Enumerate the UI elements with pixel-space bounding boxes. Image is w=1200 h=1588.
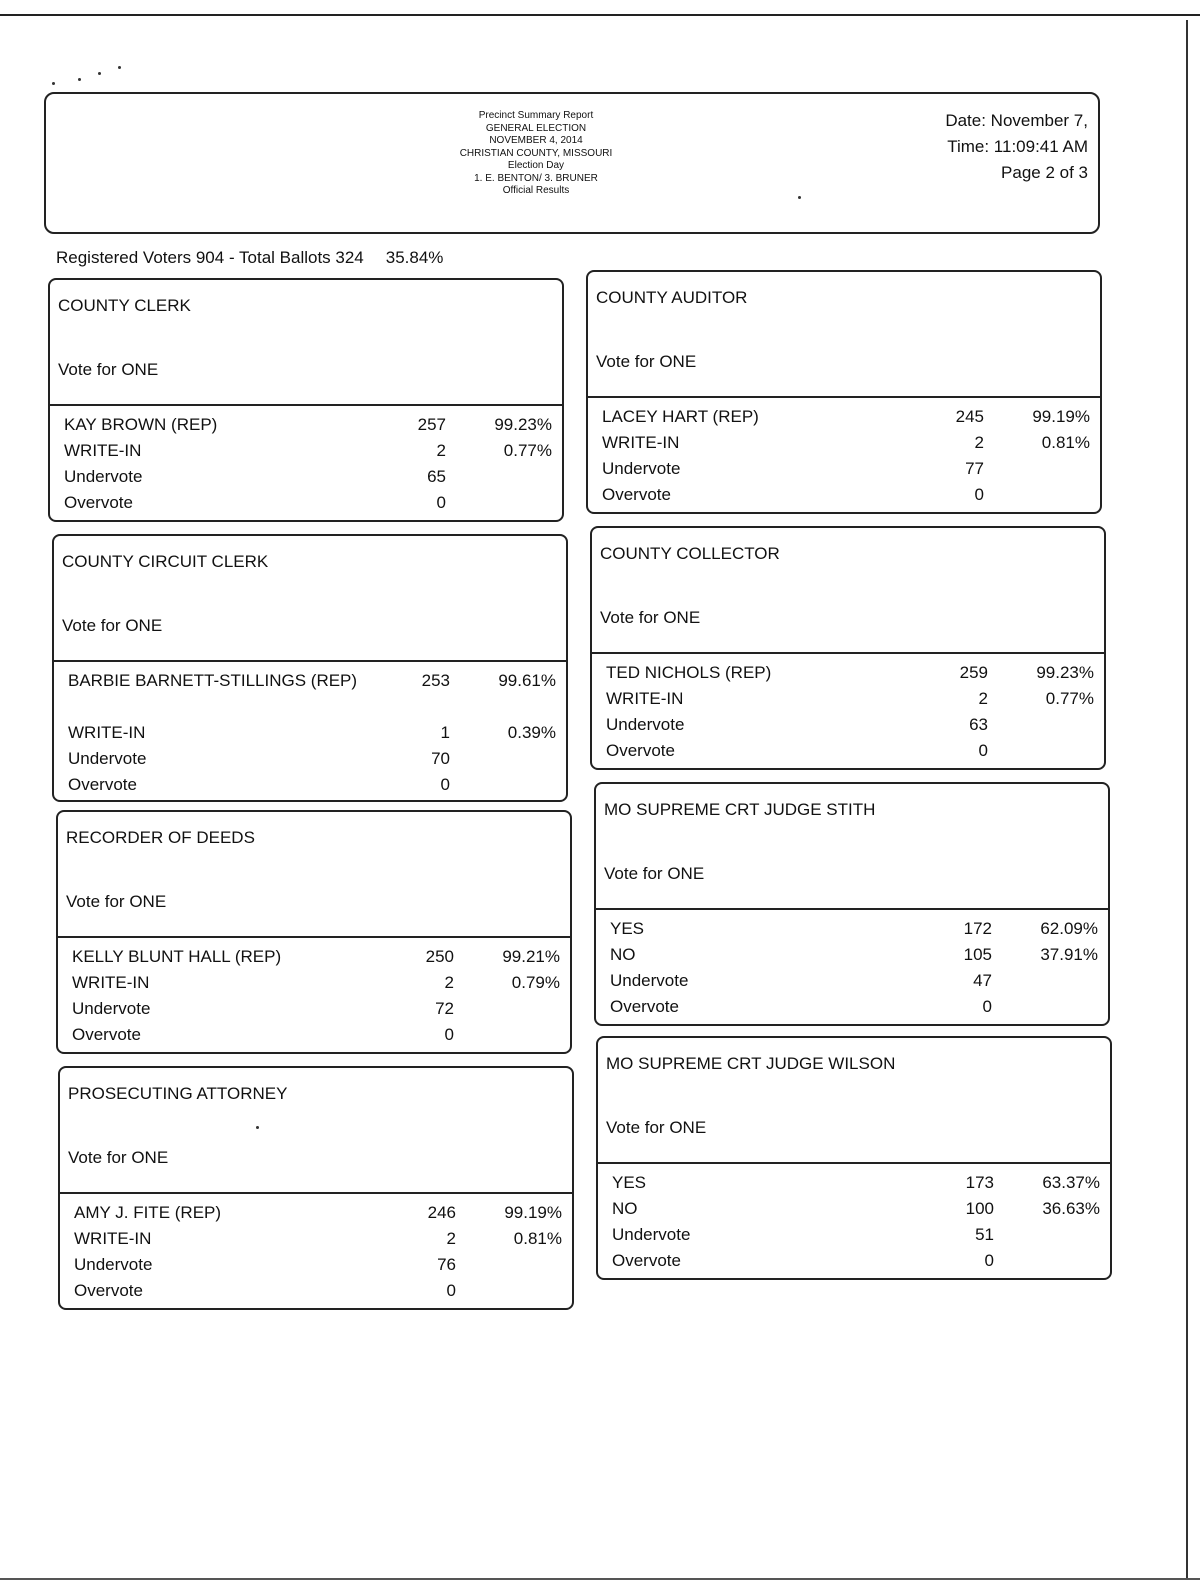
choice-row xyxy=(64,412,552,438)
choice-list xyxy=(64,412,552,516)
race-box-judge-stith xyxy=(594,782,1110,1026)
race-title: RECORDER OF DEEDS xyxy=(66,828,255,847)
choice-percent: 0.81% xyxy=(513,1229,562,1248)
choice-name: YES xyxy=(610,919,645,938)
choice-percent: 0.77% xyxy=(503,441,552,460)
choice-votes: 0 xyxy=(436,493,446,512)
choice-percent: 99.19% xyxy=(1032,407,1090,426)
choice-votes: 0 xyxy=(440,775,450,794)
choice-row xyxy=(74,1278,562,1304)
choice-votes: 65 xyxy=(427,467,446,486)
choice-row xyxy=(74,1226,562,1252)
election-day-label: Election Day xyxy=(507,160,565,171)
choice-name: Undervote xyxy=(602,459,681,478)
choice-row xyxy=(72,1022,560,1048)
vote-for-label: Vote for ONE xyxy=(606,1118,707,1137)
report-time: Time: 11:09:41 AM xyxy=(947,137,1088,156)
choice-name: Undervote xyxy=(72,999,151,1018)
choice-name: TED NICHOLS (REP) xyxy=(606,663,772,682)
race-divider xyxy=(50,404,562,406)
registered-voters-text: Registered Voters 904 - Total Ballots 324 xyxy=(56,248,364,267)
race-title: COUNTY COLLECTOR xyxy=(600,544,780,563)
choice-row xyxy=(602,482,1090,508)
choice-votes: 172 xyxy=(963,919,992,938)
choice-row xyxy=(606,712,1094,738)
race-title: COUNTY CLERK xyxy=(58,296,191,315)
choice-row xyxy=(68,772,556,798)
choice-row xyxy=(610,916,1098,942)
choice-name: Overvote xyxy=(64,493,133,512)
choice-percent: 99.23% xyxy=(1036,663,1094,682)
choice-name: KAY BROWN (REP) xyxy=(64,415,218,434)
report-header xyxy=(44,92,1100,234)
choice-votes: 0 xyxy=(974,485,984,504)
choice-name: Undervote xyxy=(68,749,147,768)
race-title: PROSECUTING ATTORNEY xyxy=(68,1084,288,1103)
race-title: MO SUPREME CRT JUDGE WILSON xyxy=(606,1054,896,1073)
race-box-county-circuit-clerk xyxy=(52,534,568,802)
choice-name: AMY J. FITE (REP) xyxy=(74,1203,222,1222)
report-meta xyxy=(945,108,1088,186)
choice-votes: 76 xyxy=(437,1255,456,1274)
race-box-county-auditor xyxy=(586,270,1102,514)
report-title-block xyxy=(386,110,686,198)
choice-row xyxy=(610,994,1098,1020)
county-name: CHRISTIAN COUNTY, MISSOURI xyxy=(459,147,613,159)
race-box-county-collector xyxy=(590,526,1106,770)
vote-for-label: Vote for ONE xyxy=(66,892,167,911)
choice-list xyxy=(602,404,1090,508)
election-name: GENERAL ELECTION xyxy=(485,122,587,134)
choice-votes: 0 xyxy=(984,1251,994,1270)
scan-edge-top xyxy=(0,14,1200,16)
scan-speck xyxy=(78,78,81,81)
choice-row xyxy=(610,942,1098,968)
election-date: NOVEMBER 4, 2014 xyxy=(489,135,583,146)
choice-votes: 0 xyxy=(446,1281,456,1300)
choice-name: WRITE-IN xyxy=(68,723,146,742)
page-number: Page 2 of 3 xyxy=(1001,163,1088,182)
vote-for-label: Vote for ONE xyxy=(604,864,705,883)
choice-name: NO xyxy=(612,1199,638,1218)
choice-list xyxy=(68,668,556,798)
choice-row xyxy=(68,668,556,720)
choice-votes: 2 xyxy=(974,433,984,452)
choice-row xyxy=(74,1252,562,1278)
choice-votes: 51 xyxy=(975,1225,994,1244)
choice-row xyxy=(68,720,556,746)
race-divider xyxy=(598,1162,1110,1164)
choice-votes: 2 xyxy=(446,1229,456,1248)
choice-name: NO xyxy=(610,945,636,964)
choice-list xyxy=(74,1200,562,1304)
turnout-percent: 35.84% xyxy=(385,248,444,267)
choice-percent: 62.09% xyxy=(1040,919,1098,938)
race-divider xyxy=(588,396,1100,398)
choice-list xyxy=(72,944,560,1048)
race-divider xyxy=(596,908,1108,910)
choice-percent: 99.21% xyxy=(502,947,560,966)
choice-name: WRITE-IN xyxy=(64,441,142,460)
choice-list xyxy=(606,660,1094,764)
choice-votes: 2 xyxy=(444,973,454,992)
race-divider xyxy=(60,1192,572,1194)
choice-name: Undervote xyxy=(606,715,685,734)
choice-votes: 63 xyxy=(969,715,988,734)
choice-votes: 105 xyxy=(963,945,992,964)
scan-edge-bottom xyxy=(0,1578,1200,1580)
choice-row xyxy=(64,490,552,516)
choice-votes: 259 xyxy=(959,663,988,682)
choice-name: Overvote xyxy=(610,997,679,1016)
scan-speck xyxy=(118,66,121,69)
choice-row xyxy=(602,430,1090,456)
choice-name: BARBIE BARNETT-STILLINGS (REP) xyxy=(68,671,358,690)
choice-percent: 99.19% xyxy=(504,1203,562,1222)
choice-name: Overvote xyxy=(68,775,137,794)
choice-name: WRITE-IN xyxy=(74,1229,152,1248)
vote-for-label: Vote for ONE xyxy=(62,616,163,635)
choice-row xyxy=(606,686,1094,712)
race-box-county-clerk xyxy=(48,278,564,522)
choice-name: KELLY BLUNT HALL (REP) xyxy=(72,947,282,966)
choice-votes: 250 xyxy=(425,947,454,966)
scan-speck xyxy=(52,82,55,85)
race-title: COUNTY AUDITOR xyxy=(596,288,748,307)
choice-name: Overvote xyxy=(602,485,671,504)
choice-percent: 0.77% xyxy=(1045,689,1094,708)
choice-name: WRITE-IN xyxy=(72,973,150,992)
choice-votes: 0 xyxy=(978,741,988,760)
report-title: Precinct Summary Report xyxy=(478,110,594,121)
choice-name: WRITE-IN xyxy=(606,689,684,708)
choice-row xyxy=(64,464,552,490)
choice-row xyxy=(64,438,552,464)
choice-votes: 1 xyxy=(440,723,450,742)
choice-name: Undervote xyxy=(64,467,143,486)
choice-votes: 0 xyxy=(982,997,992,1016)
race-box-prosecuting-attorney xyxy=(58,1066,574,1310)
choice-row xyxy=(602,456,1090,482)
race-divider xyxy=(58,936,570,938)
choice-name: Overvote xyxy=(72,1025,141,1044)
choice-name: Undervote xyxy=(612,1225,691,1244)
choice-votes: 245 xyxy=(955,407,984,426)
scan-edge-right xyxy=(1186,20,1188,1580)
race-title: COUNTY CIRCUIT CLERK xyxy=(62,552,269,571)
race-title: MO SUPREME CRT JUDGE STITH xyxy=(604,800,876,819)
choice-votes: 47 xyxy=(973,971,992,990)
choice-percent: 99.61% xyxy=(498,671,556,690)
choice-votes: 2 xyxy=(978,689,988,708)
choice-votes: 70 xyxy=(431,749,450,768)
choice-percent: 0.79% xyxy=(511,973,560,992)
choice-votes: 72 xyxy=(435,999,454,1018)
choice-percent: 0.81% xyxy=(1041,433,1090,452)
choice-name: Undervote xyxy=(74,1255,153,1274)
choice-row xyxy=(612,1248,1100,1274)
choice-name: WRITE-IN xyxy=(602,433,680,452)
choice-percent: 99.23% xyxy=(494,415,552,434)
choice-votes: 100 xyxy=(965,1199,994,1218)
vote-for-label: Vote for ONE xyxy=(68,1148,169,1167)
race-box-recorder-of-deeds xyxy=(56,810,572,1054)
scan-speck xyxy=(98,72,101,75)
choice-name: YES xyxy=(612,1173,647,1192)
race-divider xyxy=(592,652,1104,654)
choice-percent: 63.37% xyxy=(1042,1173,1100,1192)
choice-votes: 0 xyxy=(444,1025,454,1044)
choice-votes: 253 xyxy=(421,671,450,690)
choice-row xyxy=(72,970,560,996)
choice-votes: 257 xyxy=(417,415,446,434)
choice-row xyxy=(612,1222,1100,1248)
race-divider xyxy=(54,660,566,662)
choice-name: Overvote xyxy=(612,1251,681,1270)
choice-row xyxy=(72,944,560,970)
choice-votes: 246 xyxy=(427,1203,456,1222)
choice-name: Overvote xyxy=(74,1281,143,1300)
choice-votes: 77 xyxy=(965,459,984,478)
choice-row xyxy=(68,746,556,772)
vote-for-label: Vote for ONE xyxy=(58,360,159,379)
race-box-judge-wilson xyxy=(596,1036,1112,1280)
choice-row xyxy=(72,996,560,1022)
choice-row xyxy=(612,1170,1100,1196)
vote-for-label: Vote for ONE xyxy=(596,352,697,371)
choice-list xyxy=(612,1170,1100,1274)
choice-name: Overvote xyxy=(606,741,675,760)
choice-list xyxy=(610,916,1098,1020)
choice-votes: 173 xyxy=(965,1173,994,1192)
turnout-summary xyxy=(56,248,443,268)
choice-percent: 0.39% xyxy=(507,723,556,742)
choice-row xyxy=(74,1200,562,1226)
results-status: Official Results xyxy=(502,185,570,196)
choice-percent: 36.63% xyxy=(1042,1199,1100,1218)
choice-row xyxy=(610,968,1098,994)
precinct-name: 1. E. BENTON/ 3. BRUNER xyxy=(474,172,598,184)
choice-row xyxy=(602,404,1090,430)
choice-name: LACEY HART (REP) xyxy=(602,407,759,426)
choice-percent: 37.91% xyxy=(1040,945,1098,964)
choice-row xyxy=(606,738,1094,764)
choice-row xyxy=(612,1196,1100,1222)
report-date: Date: November 7, xyxy=(945,111,1088,130)
choice-name: Undervote xyxy=(610,971,689,990)
vote-for-label: Vote for ONE xyxy=(600,608,701,627)
choice-votes: 2 xyxy=(436,441,446,460)
choice-row xyxy=(606,660,1094,686)
